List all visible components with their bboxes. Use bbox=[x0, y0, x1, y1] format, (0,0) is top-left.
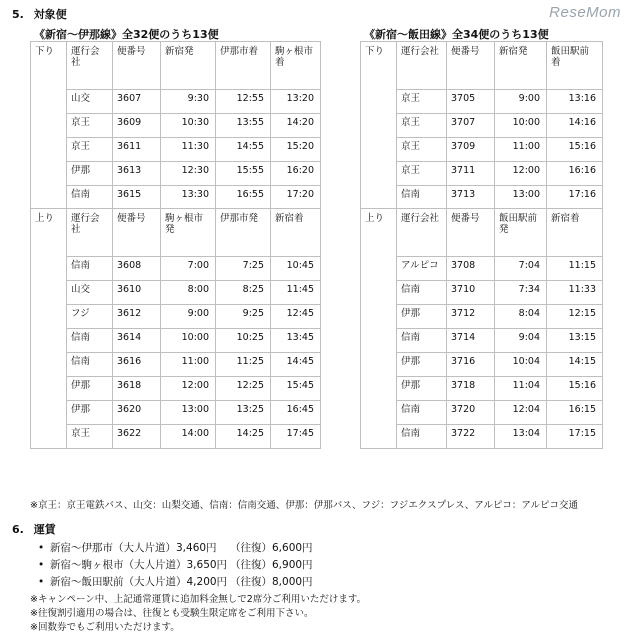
time-cell: 14:25 bbox=[216, 424, 271, 448]
table-row bbox=[361, 400, 603, 424]
bus-number-cell: 3718 bbox=[447, 376, 495, 400]
time-cell: 15:16 bbox=[547, 137, 603, 161]
table-row bbox=[31, 137, 321, 161]
note-line: ※回数券でもご利用いただけます。 bbox=[30, 622, 180, 633]
bus-number-cell: 3714 bbox=[447, 329, 495, 353]
operator-cell: 信南 bbox=[67, 329, 113, 353]
fare-oneway: 新宿～伊那市（大人片道）3,460円 bbox=[50, 542, 217, 554]
operator-cell: 京王 bbox=[67, 113, 113, 137]
column-header: 便番号 bbox=[113, 42, 161, 90]
table-row bbox=[361, 281, 603, 305]
time-cell: 12:45 bbox=[271, 305, 321, 329]
time-cell: 16:45 bbox=[271, 400, 321, 424]
iida-line-timetable bbox=[360, 41, 603, 449]
table-row bbox=[361, 329, 603, 353]
fare-oneway: 新宿～飯田駅前（大人片道）4,200円 bbox=[50, 576, 228, 588]
bus-number-cell: 3710 bbox=[447, 281, 495, 305]
operator-cell: 伊那 bbox=[397, 353, 447, 377]
ina-line-timetable bbox=[30, 41, 321, 449]
time-cell: 9:04 bbox=[495, 329, 547, 353]
time-cell: 7:04 bbox=[495, 257, 547, 281]
column-header: 飯田駅前発 bbox=[495, 209, 547, 257]
table-row bbox=[361, 90, 603, 114]
table-row bbox=[31, 113, 321, 137]
column-header: 駒ヶ根市着 bbox=[271, 42, 321, 90]
operator-cell: 京王 bbox=[397, 137, 447, 161]
time-cell: 13:55 bbox=[216, 113, 271, 137]
time-cell: 12:15 bbox=[547, 305, 603, 329]
time-cell: 7:34 bbox=[495, 281, 547, 305]
table-row bbox=[361, 161, 603, 185]
time-cell: 13:00 bbox=[495, 185, 547, 209]
operator-cell: 京王 bbox=[397, 113, 447, 137]
fare-roundtrip: （往復）8,000円 bbox=[230, 576, 313, 588]
column-header: 運行会社 bbox=[67, 209, 113, 257]
column-header: 新宿発 bbox=[495, 42, 547, 90]
bus-number-cell: 3607 bbox=[113, 90, 161, 114]
table-row bbox=[31, 161, 321, 185]
table-header-row bbox=[31, 42, 321, 90]
table-row bbox=[361, 305, 603, 329]
time-cell: 10:00 bbox=[161, 329, 216, 353]
time-cell: 14:45 bbox=[271, 353, 321, 377]
column-header: 便番号 bbox=[447, 209, 495, 257]
time-cell: 10:25 bbox=[216, 329, 271, 353]
bus-number-cell: 3608 bbox=[113, 257, 161, 281]
time-cell: 16:20 bbox=[271, 161, 321, 185]
section-6-heading bbox=[12, 521, 56, 537]
column-header: 運行会社 bbox=[397, 42, 447, 90]
time-cell: 13:00 bbox=[161, 400, 216, 424]
column-header: 運行会社 bbox=[397, 209, 447, 257]
fare-roundtrip: （往復）6,900円 bbox=[230, 559, 313, 571]
table-row bbox=[31, 376, 321, 400]
section-6-title: 運賃 bbox=[33, 523, 56, 536]
time-cell: 11:00 bbox=[161, 353, 216, 377]
table-row bbox=[361, 257, 603, 281]
bullet-icon: • bbox=[38, 576, 45, 588]
time-cell: 13:16 bbox=[547, 90, 603, 114]
operator-cell: フジ bbox=[67, 305, 113, 329]
time-cell: 10:04 bbox=[495, 353, 547, 377]
time-cell: 15:20 bbox=[271, 137, 321, 161]
operator-cell: 京王 bbox=[67, 137, 113, 161]
column-header: 新宿発 bbox=[161, 42, 216, 90]
table-row bbox=[361, 185, 603, 209]
table-row bbox=[31, 281, 321, 305]
time-cell: 13:20 bbox=[271, 90, 321, 114]
operator-cell: 京王 bbox=[67, 424, 113, 448]
time-cell: 12:04 bbox=[495, 400, 547, 424]
bus-number-cell: 3614 bbox=[113, 329, 161, 353]
operator-cell: 信南 bbox=[67, 185, 113, 209]
operator-cell: 信南 bbox=[397, 185, 447, 209]
bus-number-cell: 3620 bbox=[113, 400, 161, 424]
resemom-logo: ReseMom bbox=[549, 4, 621, 21]
column-header: 駒ヶ根市発 bbox=[161, 209, 216, 257]
column-header: 伊那市着 bbox=[216, 42, 271, 90]
table-row bbox=[31, 353, 321, 377]
note-line: ※キャンペーン中、上記通常運賃に追加料金無しで2席分ご利用いただけます。 bbox=[30, 594, 367, 605]
operator-cell: 伊那 bbox=[397, 376, 447, 400]
section-6-number: 6. bbox=[12, 523, 24, 536]
time-cell: 13:25 bbox=[216, 400, 271, 424]
bus-number-cell: 3711 bbox=[447, 161, 495, 185]
operator-cell: 山交 bbox=[67, 90, 113, 114]
table-row bbox=[31, 329, 321, 353]
time-cell: 12:00 bbox=[495, 161, 547, 185]
table-row bbox=[361, 376, 603, 400]
bus-number-cell: 3613 bbox=[113, 161, 161, 185]
time-cell: 17:45 bbox=[271, 424, 321, 448]
fare-roundtrip: （往復）6,600円 bbox=[230, 542, 313, 554]
bullet-icon: • bbox=[38, 542, 45, 554]
table-row bbox=[31, 90, 321, 114]
section-5-title: 対象便 bbox=[33, 8, 67, 21]
operator-cell: 信南 bbox=[67, 257, 113, 281]
operator-cell: 信南 bbox=[397, 424, 447, 448]
bullet-icon: • bbox=[38, 559, 45, 571]
table-header-row bbox=[31, 209, 321, 257]
time-cell: 9:00 bbox=[161, 305, 216, 329]
bus-number-cell: 3709 bbox=[447, 137, 495, 161]
operator-cell: 伊那 bbox=[397, 305, 447, 329]
bus-number-cell: 3622 bbox=[113, 424, 161, 448]
time-cell: 13:15 bbox=[547, 329, 603, 353]
bus-number-cell: 3722 bbox=[447, 424, 495, 448]
operator-cell: 信南 bbox=[67, 353, 113, 377]
time-cell: 15:45 bbox=[271, 376, 321, 400]
table-row bbox=[31, 305, 321, 329]
direction-label: 下り bbox=[361, 42, 397, 209]
time-cell: 11:45 bbox=[271, 281, 321, 305]
operator-cell: 京王 bbox=[397, 161, 447, 185]
table-row bbox=[361, 137, 603, 161]
operator-cell: 伊那 bbox=[67, 161, 113, 185]
bus-number-cell: 3720 bbox=[447, 400, 495, 424]
table-header-row bbox=[361, 209, 603, 257]
table-row bbox=[361, 113, 603, 137]
section-5-heading bbox=[12, 6, 67, 22]
bus-number-cell: 3716 bbox=[447, 353, 495, 377]
bus-number-cell: 3707 bbox=[447, 113, 495, 137]
direction-label: 上り bbox=[361, 209, 397, 448]
note-line: ※往復割引適用の場合は、往復とも受験生限定席をご利用下さい。 bbox=[30, 608, 314, 619]
ina-line-title: 《新宿～伊那線》全32便のうち13便 bbox=[34, 28, 219, 41]
operator-legend: ※京王：京王電鉄バス、山交：山梨交通、信南：信南交通、伊那：伊那バス、フジ：フジエクスプレス、アルピコ：アルピコ交通 bbox=[30, 500, 579, 511]
time-cell: 13:30 bbox=[161, 185, 216, 209]
bus-number-cell: 3712 bbox=[447, 305, 495, 329]
bus-number-cell: 3615 bbox=[113, 185, 161, 209]
bus-number-cell: 3609 bbox=[113, 113, 161, 137]
direction-label: 下り bbox=[31, 42, 67, 209]
column-header: 運行会社 bbox=[67, 42, 113, 90]
operator-cell: 信南 bbox=[397, 329, 447, 353]
column-header: 新宿着 bbox=[271, 209, 321, 257]
time-cell: 17:15 bbox=[547, 424, 603, 448]
time-cell: 8:04 bbox=[495, 305, 547, 329]
bus-number-cell: 3705 bbox=[447, 90, 495, 114]
time-cell: 15:16 bbox=[547, 376, 603, 400]
time-cell: 9:00 bbox=[495, 90, 547, 114]
operator-cell: 京王 bbox=[397, 90, 447, 114]
table-header-row bbox=[361, 42, 603, 90]
operator-cell: 伊那 bbox=[67, 376, 113, 400]
time-cell: 7:25 bbox=[216, 257, 271, 281]
operator-cell: 伊那 bbox=[67, 400, 113, 424]
section-5-number: 5. bbox=[12, 8, 24, 21]
time-cell: 16:55 bbox=[216, 185, 271, 209]
column-header: 便番号 bbox=[447, 42, 495, 90]
time-cell: 13:04 bbox=[495, 424, 547, 448]
time-cell: 16:16 bbox=[547, 161, 603, 185]
fare-notes bbox=[30, 593, 366, 635]
time-cell: 14:00 bbox=[161, 424, 216, 448]
time-cell: 14:16 bbox=[547, 113, 603, 137]
column-header: 飯田駅前着 bbox=[547, 42, 603, 90]
table-row bbox=[361, 353, 603, 377]
time-cell: 10:45 bbox=[271, 257, 321, 281]
table-row bbox=[31, 400, 321, 424]
time-cell: 7:00 bbox=[161, 257, 216, 281]
time-cell: 11:25 bbox=[216, 353, 271, 377]
bus-number-cell: 3612 bbox=[113, 305, 161, 329]
time-cell: 9:25 bbox=[216, 305, 271, 329]
operator-cell: 信南 bbox=[397, 400, 447, 424]
time-cell: 14:55 bbox=[216, 137, 271, 161]
time-cell: 16:15 bbox=[547, 400, 603, 424]
time-cell: 13:45 bbox=[271, 329, 321, 353]
time-cell: 11:15 bbox=[547, 257, 603, 281]
time-cell: 10:00 bbox=[495, 113, 547, 137]
bus-number-cell: 3618 bbox=[113, 376, 161, 400]
table-row bbox=[31, 185, 321, 209]
bus-number-cell: 3708 bbox=[447, 257, 495, 281]
direction-label: 上り bbox=[31, 209, 67, 448]
time-cell: 12:55 bbox=[216, 90, 271, 114]
fare-item bbox=[38, 557, 313, 574]
time-cell: 9:30 bbox=[161, 90, 216, 114]
bus-number-cell: 3610 bbox=[113, 281, 161, 305]
bus-number-cell: 3611 bbox=[113, 137, 161, 161]
fare-oneway: 新宿～駒ヶ根市（大人片道）3,650円 bbox=[50, 559, 228, 571]
time-cell: 11:04 bbox=[495, 376, 547, 400]
bus-number-cell: 3713 bbox=[447, 185, 495, 209]
fare-item bbox=[38, 540, 313, 557]
time-cell: 11:30 bbox=[161, 137, 216, 161]
time-cell: 17:20 bbox=[271, 185, 321, 209]
bus-number-cell: 3616 bbox=[113, 353, 161, 377]
iida-line-title: 《新宿～飯田線》全34便のうち13便 bbox=[364, 28, 549, 41]
time-cell: 11:00 bbox=[495, 137, 547, 161]
time-cell: 12:30 bbox=[161, 161, 216, 185]
time-cell: 17:16 bbox=[547, 185, 603, 209]
table-row bbox=[361, 424, 603, 448]
time-cell: 14:15 bbox=[547, 353, 603, 377]
column-header: 便番号 bbox=[113, 209, 161, 257]
fare-list bbox=[38, 540, 313, 591]
time-cell: 11:33 bbox=[547, 281, 603, 305]
operator-cell: 信南 bbox=[397, 281, 447, 305]
fare-item bbox=[38, 574, 313, 591]
time-cell: 8:00 bbox=[161, 281, 216, 305]
table-row bbox=[31, 257, 321, 281]
time-cell: 14:20 bbox=[271, 113, 321, 137]
time-cell: 12:00 bbox=[161, 376, 216, 400]
operator-cell: アルピコ bbox=[397, 257, 447, 281]
time-cell: 12:25 bbox=[216, 376, 271, 400]
column-header: 新宿着 bbox=[547, 209, 603, 257]
operator-cell: 山交 bbox=[67, 281, 113, 305]
time-cell: 10:30 bbox=[161, 113, 216, 137]
table-row bbox=[31, 424, 321, 448]
time-cell: 8:25 bbox=[216, 281, 271, 305]
column-header: 伊那市発 bbox=[216, 209, 271, 257]
time-cell: 15:55 bbox=[216, 161, 271, 185]
